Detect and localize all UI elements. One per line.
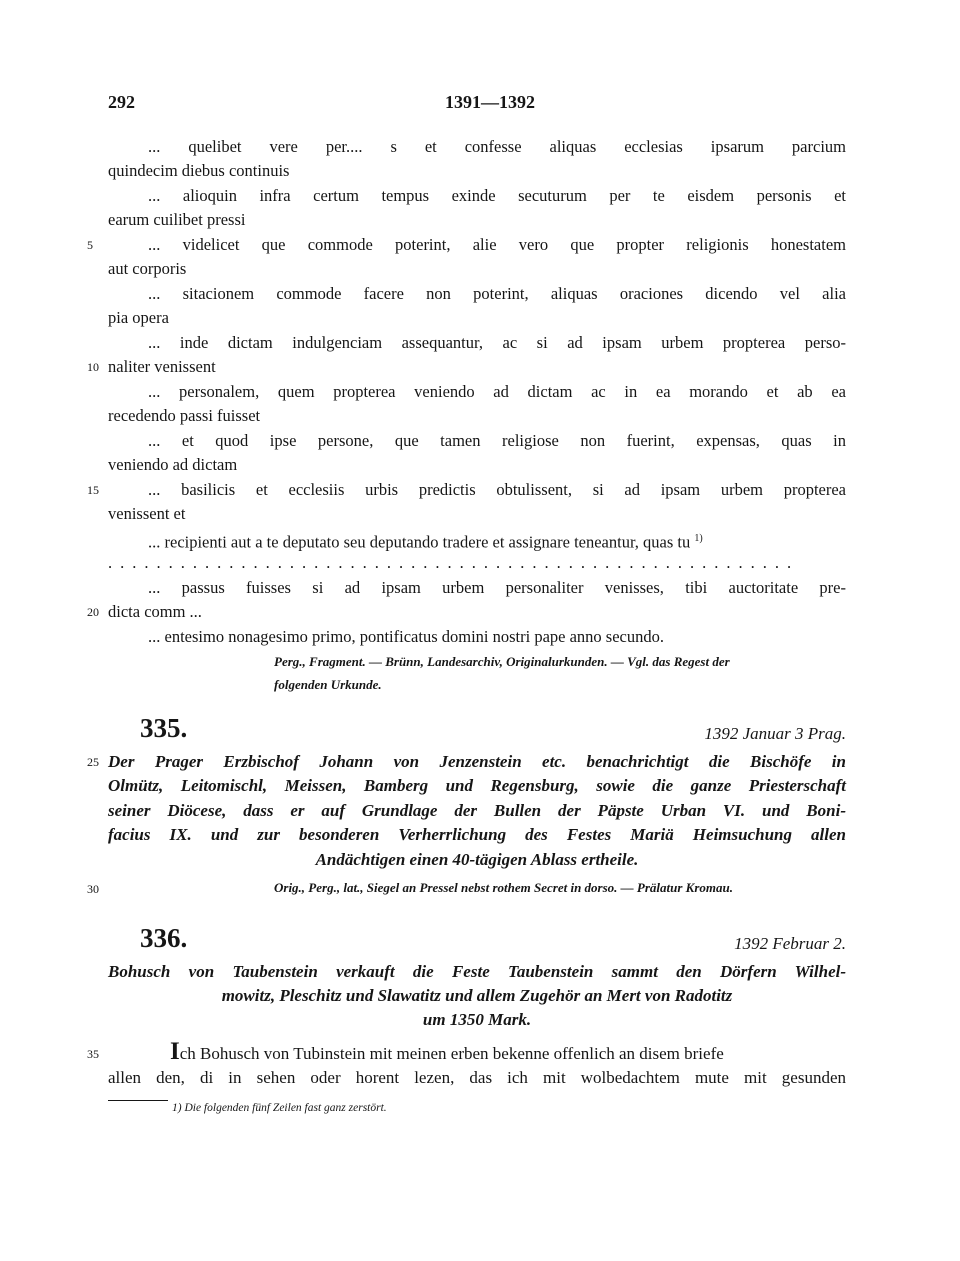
line-number: 10 <box>87 360 99 374</box>
fragment-line-text: ... recipienti aut a te deputato seu deputando tradere et assignare teneantur, quas tu <box>148 532 691 552</box>
regest-line: Bohusch von Taubenstein verkauft die Feste Taubenstein sammt den Dörfern Wilhel- <box>108 962 846 981</box>
lacuna-dots: ......................................................... <box>108 553 800 572</box>
line-number: 25 <box>87 755 99 769</box>
footnote-marker: 1) <box>694 533 703 544</box>
regest-line: seiner Diöcese, dass er auf Grundlage der Bullen der Päpste Urban VI. und Boni- <box>108 801 846 820</box>
footnote-rule <box>108 1100 168 1101</box>
fragment-line: recedendo passi fuisset <box>108 406 261 425</box>
fragment-line: ... sitacionem commode facere non poterint, aliquas oraciones dicendo vel alia <box>148 284 846 303</box>
initial-letter: I <box>170 1038 180 1065</box>
source-note: folgenden Urkunde. <box>274 677 382 692</box>
fragment-line: aut corporis <box>108 259 187 278</box>
fragment-line: ... videlicet que commode poterint, alie vero que propter religionis honestatem <box>148 235 846 254</box>
fragment-line: ... quelibet vere per.... s et confesse aliquas ecclesias ipsarum parcium <box>148 137 846 156</box>
footnote: 1) Die folgenden fünf Zeilen fast ganz zerstört. <box>172 1102 387 1114</box>
line-number: 20 <box>87 605 99 619</box>
page-header <box>108 92 846 120</box>
line-number: 30 <box>87 882 99 896</box>
document-text-line <box>170 1040 846 1066</box>
fragment-line: ... personalem, quem propterea veniendo ad dictam ac in ea morando et ab ea <box>148 382 846 401</box>
source-note: Perg., Fragment. — Brünn, Landesarchiv, Originalurkunden. — Vgl. das Regest der <box>274 654 730 669</box>
regest-line: mowitz, Pleschitz und Slawatitz und allem Zugehör an Mert von Radotitz <box>221 986 733 1005</box>
fragment-line: quindecim diebus continuis <box>108 161 290 180</box>
regest-line: facius IX. und zur besonderen Verherrlichung des Festes Mariä Heimsuchung allen <box>108 825 846 844</box>
fragment-line: venissent et <box>108 504 186 523</box>
regest-line: Der Prager Erzbischof Johann von Jenzenstein etc. benachrichtigt die Bischöfe in <box>108 752 846 771</box>
document-text-line: allen den, di in sehen oder horent lezen, das ich mit wolbedachtem mute mit gesunden <box>108 1068 846 1087</box>
entry-date: 1392 Januar 3 Prag. <box>704 724 846 743</box>
regest-line: Olmütz, Leitomischl, Meissen, Bamberg und Regensburg, sowie die ganze Priesterschaft <box>108 776 846 795</box>
entry-number: 336. <box>140 923 188 953</box>
fragment-line: naliter venissent <box>108 357 216 376</box>
fragment-line: pia opera <box>108 308 169 327</box>
fragment-line: ... basilicis et ecclesiis urbis predictis obtulissent, si ad ipsam urbem propterea <box>148 480 846 499</box>
fragment-line: ... entesimo nonagesimo primo, pontificatus domini nostri pape anno secundo. <box>148 627 664 646</box>
line-number: 5 <box>87 238 93 252</box>
source-note: Orig., Perg., lat., Siegel an Pressel nebst rothem Secret in dorso. — Prälatur Kromau. <box>274 880 734 895</box>
fragment-line: ... inde dictam indulgenciam assequantur, ac si ad ipsam urbem propterea perso- <box>148 333 846 352</box>
regest-line: Andächtigen einen 40-tägigen Ablass ertheile. <box>315 850 639 869</box>
line-number: 35 <box>87 1047 99 1061</box>
fragment-line: ... et quod ipse persone, que tamen religiose non fuerint, expensas, quas in <box>148 431 846 450</box>
document-text: ch Bohusch von Tubinstein mit meinen erben bekenne offenlich an disem briefe <box>179 1044 724 1063</box>
regest-line: um 1350 Mark. <box>422 1010 532 1029</box>
fragment-line: dicta comm ... <box>108 602 202 621</box>
entry-date: 1392 Februar 2. <box>734 934 846 953</box>
fragment-line: earum cuilibet pressi <box>108 210 246 229</box>
fragment-line: ... alioquin infra certum tempus exinde secuturum per te eisdem personis et <box>148 186 846 205</box>
fragment-line: ... passus fuisses si ad ipsam urbem personaliter venisses, tibi auctoritate pre- <box>148 578 846 597</box>
fragment-line: veniendo ad dictam <box>108 455 238 474</box>
entry-number: 335. <box>140 713 188 743</box>
line-number: 15 <box>87 483 99 497</box>
running-head-years: 1391—1392 <box>445 92 535 112</box>
page-number: 292 <box>108 92 135 112</box>
